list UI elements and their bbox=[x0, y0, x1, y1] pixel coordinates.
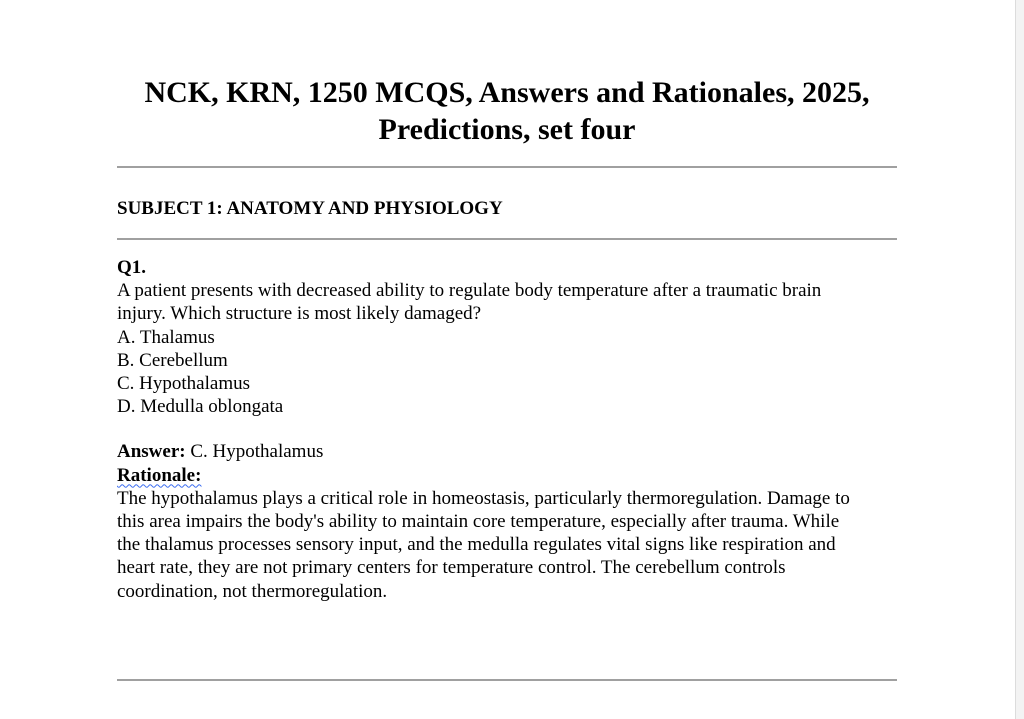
question-number: Q1. bbox=[117, 257, 147, 278]
spacer bbox=[117, 418, 897, 440]
rationale-line-1: The hypothalamus plays a critical role in homeostasis, particularly thermoregulation. Damage to bbox=[117, 487, 850, 509]
title-line-1: NCK, KRN, 1250 MCQS, Answers and Rationales, 2025, bbox=[144, 76, 870, 109]
option-a: A. Thalamus bbox=[117, 326, 215, 348]
divider-top bbox=[117, 166, 897, 168]
rationale-label: Rationale: bbox=[117, 464, 202, 486]
question-block bbox=[117, 256, 897, 603]
option-d: D. Medulla oblongata bbox=[117, 396, 284, 418]
divider-middle bbox=[117, 238, 897, 240]
title-line-2: Predictions, set four bbox=[378, 113, 636, 146]
rationale-heading bbox=[117, 464, 897, 487]
rationale-line-2: this area impairs the body's ability to maintain core temperature, especially after trauma. While bbox=[117, 511, 840, 533]
question-stem-line-2: injury. Which structure is most likely damaged? bbox=[117, 303, 482, 325]
rationale-line-4: heart rate, they are not primary centers for temperature control. The cerebellum controls bbox=[117, 557, 786, 579]
answer-line bbox=[117, 440, 897, 463]
question-stem-line-1: A patient presents with decreased ability to regulate body temperature after a traumatic brain bbox=[117, 280, 822, 302]
rationale-line-5: coordination, not thermoregulation. bbox=[117, 580, 388, 602]
divider-bottom bbox=[117, 679, 897, 681]
answer-label: Answer: bbox=[117, 441, 186, 463]
document-title bbox=[117, 74, 897, 148]
subject-heading: SUBJECT 1: ANATOMY AND PHYSIOLOGY bbox=[117, 198, 503, 219]
option-b: B. Cerebellum bbox=[117, 349, 228, 371]
vertical-scrollbar[interactable] bbox=[1015, 0, 1024, 719]
rationale-line-3: the thalamus processes sensory input, and the medulla regulates vital signs like respiration and bbox=[117, 534, 836, 556]
answer-value: C. Hypothalamus bbox=[185, 441, 324, 463]
option-c: C. Hypothalamus bbox=[117, 373, 250, 395]
